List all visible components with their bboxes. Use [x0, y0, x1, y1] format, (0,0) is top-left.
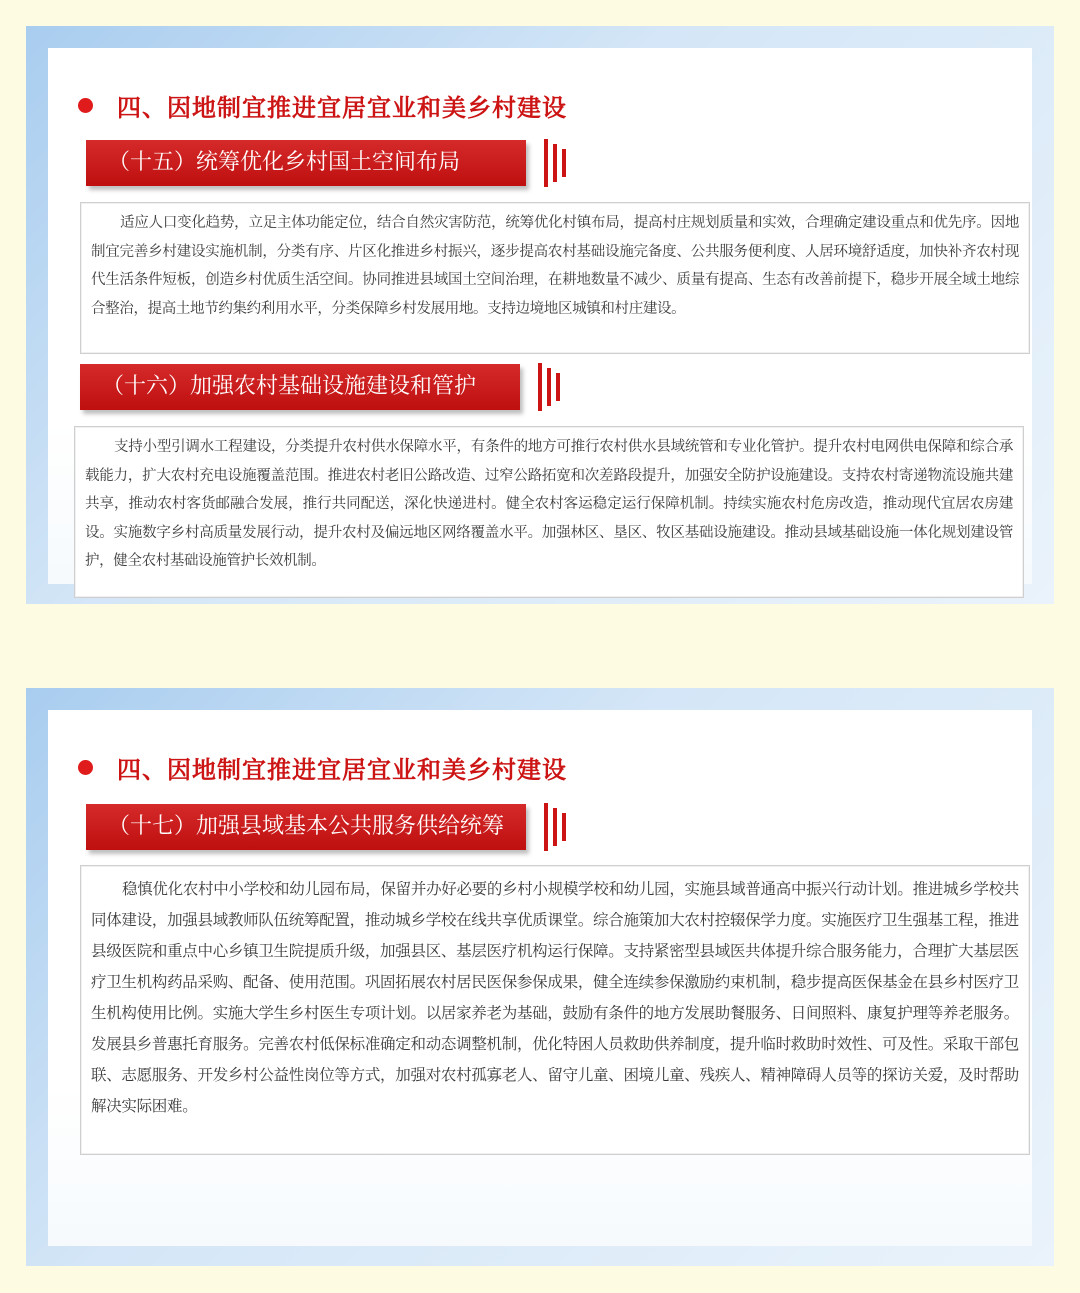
section-heading: [78, 88, 567, 123]
decorative-bars-icon: [544, 138, 571, 188]
bullet-dot-icon: [78, 760, 93, 775]
slide-1: [26, 26, 1054, 604]
subsection-body-15: 适应人口变化趋势，立足主体功能定位，结合自然灾害防范，统筹优化村镇布局，提高村庄规划质量和实效，合理确定建设重点和优先序。因地制宜完善乡村建设实施机制，分类有序、片区化推进乡村振兴，逐步提高农村基础设施完备度、公共服务便利度、人居环境舒适度，加快补齐农村现代生活条件短板，创造乡村优质生活空间。协同推进县域国土空间治理，在耕地数量不减少、质量有提高、生态有改善前提下，稳步开展全域土地综合整治，提高土地节约集约利用水平，分类保障乡村发展用地。支持边境地区城镇和村庄建设。: [80, 202, 1030, 354]
decorative-bars-icon: [544, 802, 571, 852]
slide-panel: [48, 48, 1032, 584]
heading-text: 四、因地制宜推进宜居宜业和美乡村建设: [117, 94, 567, 122]
bullet-dot-icon: [78, 98, 93, 113]
subsection-body-17: 稳慎优化农村中小学校和幼儿园布局，保留并办好必要的乡村小规模学校和幼儿园，实施县域普通高中振兴行动计划。推进城乡学校共同体建设，加强县域教师队伍统筹配置，推动城乡学校在线共享优质课堂。综合施策加大农村控辍保学力度。实施医疗卫生强基工程，推进县级医院和重点中心乡镇卫生院提质升级，加强县区、基层医疗机构运行保障。支持紧密型县域医共体提升综合服务能力，合理扩大基层医疗卫生机构药品采购、配备、使用范围。巩固拓展农村居民医保参保成果，健全连续参保激励约束机制，稳步提高医保基金在县乡村医疗卫生机构使用比例。实施大学生乡村医生专项计划。以居家养老为基础，鼓励有条件的地方发展助餐服务、日间照料、康复护理等养老服务。发展县乡普惠托育服务。完善农村低保标准确定和动态调整机制，优化特困人员救助供养制度，提升临时救助时效性、可及性。采取干部包联、志愿服务、开发乡村公益性岗位等方式，加强对农村孤寡老人、留守儿童、困境儿童、残疾人、精神障碍人员等的探访关爱，及时帮助解决实际困难。: [80, 865, 1030, 1155]
subsection-title-16: [80, 362, 565, 412]
subsection-banner: （十七）加强县域基本公共服务供给统筹: [86, 804, 526, 850]
decorative-bars-icon: [538, 362, 565, 412]
subsection-banner: （十六）加强农村基础设施建设和管护: [80, 364, 520, 410]
subsection-banner: （十五）统筹优化乡村国土空间布局: [86, 140, 526, 186]
slide-panel: [48, 710, 1032, 1246]
subsection-body-16: 支持小型引调水工程建设，分类提升农村供水保障水平，有条件的地方可推行农村供水县域统管和专业化管护。提升农村电网供电保障和综合承载能力，扩大农村充电设施覆盖范围。推进农村老旧公路改造、过窄公路拓宽和次差路段提升，加强安全防护设施建设。支持农村寄递物流设施共建共享，推动农村客货邮融合发展，推行共同配送，深化快递进村。健全农村客运稳定运行保障机制。持续实施农村危房改造，推动现代宜居农房建设。实施数字乡村高质量发展行动，提升农村及偏远地区网络覆盖水平。加强林区、垦区、牧区基础设施建设。推动县域基础设施一体化规划建设管护，健全农村基础设施管护长效机制。: [74, 426, 1024, 598]
subsection-title-17: [86, 802, 571, 852]
heading-text: 四、因地制宜推进宜居宜业和美乡村建设: [117, 756, 567, 784]
subsection-title-15: [86, 138, 571, 188]
slide-2: [26, 688, 1054, 1266]
section-heading: [78, 750, 567, 785]
